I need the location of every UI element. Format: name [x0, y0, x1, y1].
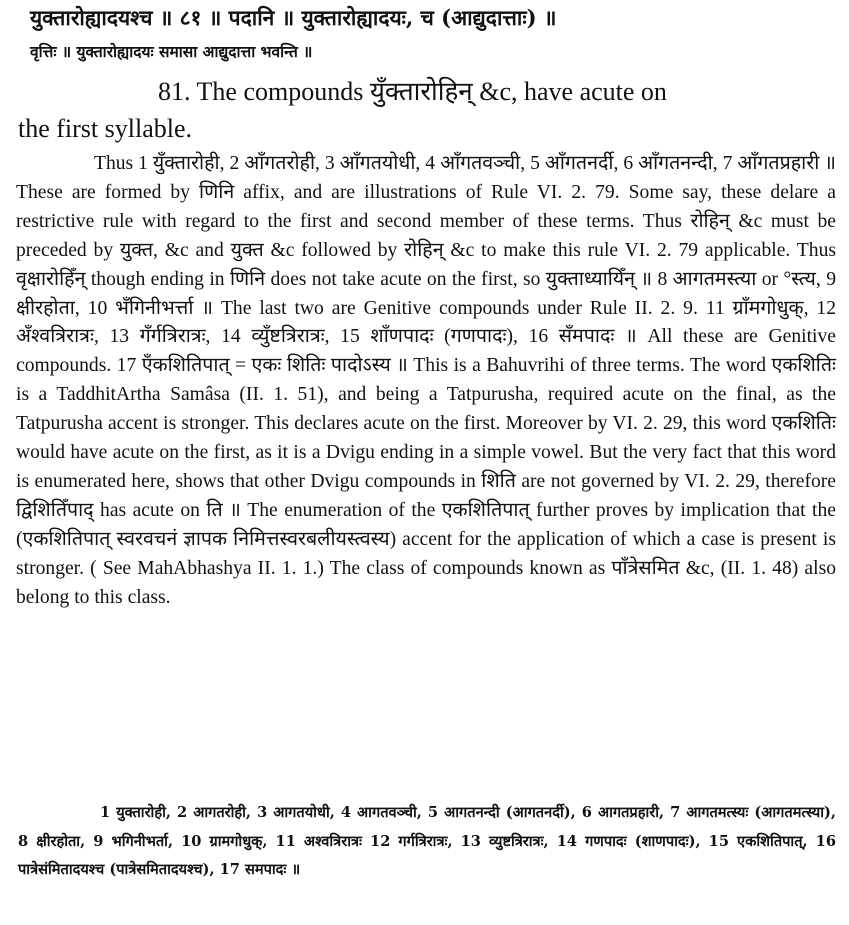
- heading-line-1: 81. The compounds युँक्तारोहिन् &c, have acute on: [158, 77, 667, 106]
- sutra-line: युक्तारोह्यादयश्च ॥ ८१ ॥ पदानि ॥ युक्तारोह्यादयः, च (आद्युदात्ताः) ॥: [30, 5, 557, 30]
- commentary-paragraph: Thus 1 युँक्तारोही, 2 आँगतरोही, 3 आँगतयोधी, 4 आँगतवञ्ची, 5 आँगतनर्दी, 6 आँगतनन्दी, 7 आँगतप्रहारी ॥ These are formed by णिनि affix, and are illustrations of Rule VI. 2. 79. Some say, these delare a restrictive rule with regard to the first and second member of these terms. Thus रोहिन् &c must be preceded by युक्त, &c and युक्त &c followed by रोहिन् &c to make this rule VI. 2. 79 applicable. Thus वृक्षारोहिँन् though ending in णिनि does not take acute on the first, so युक्ताध्यायिँन् ॥ 8 आगतमस्त्या or °स्त्य, 9 क्षीरहोता, 10 भँगिनीभर्त्ता ॥ The last two are Genitive compounds under Rule II. 2. 9. 11 ग्राँमगोधुक्, 12 अँश्वत्रिरात्रः, 13 गँर्गत्रिरात्रः, 14 व्युँष्टत्रिरात्रः, 15 शाँणपादः (गणपादः), 16 सँमपादः ॥ All these are Genitive compounds. 17 एँकशितिपात् = एकः शितिः पादोऽस्य ॥ This is a Bahuvrihi of three terms. The word एकशितिः is a TaddhitArtha Samâsa (II. 1. 51), and being a Tatpurusha, required acute on the final, as the Tatpurusha accent is stronger. This declares acute on the first. Moreover by VI. 2. 29, this word एकशितिः would have acute on the first, as it is a Dvigu ending in a simple vowel. But the very fact that this word is enumerated here, shows that other Dvigu compounds in शिति are not governed by VI. 2. 29, therefore द्विशितिँपाद् has acute on ति ॥ The enumeration of the एकशितिपात् further proves by implication that the (एकशितिपात् स्वरवचनं ज्ञापक निमित्तस्वरबलीयस्त्वस्य) accent for the application of which a case is present is stronger. ( See MahAbhashya II. 1. 1.) The class of compounds known as पाँत्रेसमित &c, (II. 1. 48) also belong to this class.: [16, 153, 836, 608]
- heading-line-2: the first syllable.: [18, 114, 193, 143]
- footnote-list: 1 युक्तारोही, 2 आगतरोही, 3 आगतयोधी, 4 आगतवञ्ची, 5 आगतनन्दी (आगतनर्दी), 6 आगतप्रहारी, 7 आगतमत्स्यः (आगतमत्स्या), 8 क्षीरहोता, 9 भगिनीभर्ता, 10 ग्रामगोधुक्, 11 अश्वत्रिरात्रः 12 गर्गत्रिरात्रः, 13 व्युष्टत्रिरात्रः, 14 गणपादः (शाणपादः), 15 एकशितिपात्, 16 पात्रेसंमितादयश्च (पात्रेसमितादयश्च), 17 समपादः ॥: [18, 804, 836, 879]
- vritti-line: वृत्तिः ॥ युक्तारोह्यादयः समासा आद्युदात्ता भवन्ति ॥: [30, 42, 313, 61]
